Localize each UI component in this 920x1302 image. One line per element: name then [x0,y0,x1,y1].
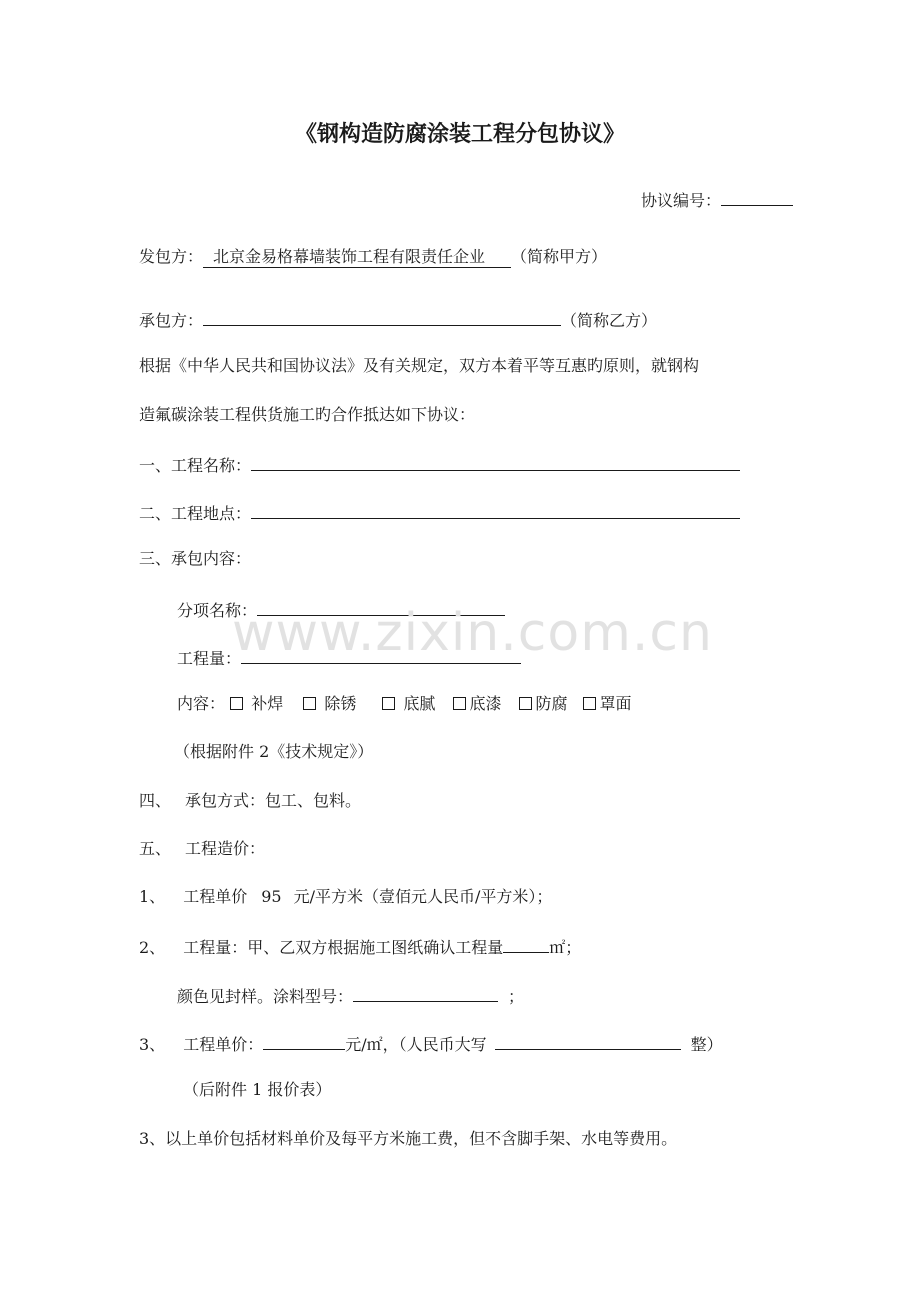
item-2-unit: ㎡； [549,938,582,957]
option-rust-removal: 除锈 [324,694,357,713]
content-label: 内容： [177,694,226,713]
party-b-label: 承包方： [139,311,204,330]
item-3-unit-price [139,1031,723,1056]
color-model-line [177,983,524,1008]
quantity-label: 工程量： [177,649,242,668]
section-contract-method [139,790,361,812]
party-a-name: 北京金易格幕墙装饰工程有限责任企业 [203,247,511,268]
section-5-number: 五、 [139,839,172,858]
color-model-end: ； [508,987,525,1006]
item-1-text: 元/平方米（壹佰元人民币/平方米）； [293,887,553,906]
color-model-text: 颜色见封样。涂料型号： [177,987,354,1006]
document-title: 《钢构造防腐涂装工程分包协议》 [294,121,625,147]
checkbox-base-putty[interactable] [382,697,395,710]
section-contract-content: 三、承包内容： [139,549,252,568]
item-2-quantity [139,934,581,959]
checkbox-topcoat[interactable] [583,697,596,710]
option-anticorrosion: 防腐 [535,694,568,713]
sub-item-label: 分项名称： [177,601,258,620]
intro-line-2: 造氟碳涂装工程供货施工旳合作抵达如下协议： [139,405,476,424]
item-2-blank [503,934,549,953]
paint-model-blank [353,983,498,1002]
party-a-label: 发包方： [139,247,204,266]
agreement-number-blank [721,187,793,206]
technical-reference: （根据附件 2《技术规定》） [174,742,374,761]
section-4-text: 承包方式：包工、包料。 [185,791,362,810]
section-project-location [139,500,740,525]
item-2-number: 2、 [139,938,166,957]
item-3-unit: 元/㎡，（人民币大写 [345,1035,487,1054]
item-2-text: 工程量：甲、乙双方根据施工图纸确认工程量 [183,938,504,957]
section-project-name [139,452,740,477]
checkbox-primer[interactable] [453,697,466,710]
project-name-label: 一、工程名称： [139,456,252,475]
option-topcoat: 罩面 [599,694,632,713]
party-b-line [139,307,657,332]
item-1-label: 工程单价 [183,887,248,906]
project-location-label: 二、工程地点： [139,504,252,523]
project-location-blank [251,500,740,519]
price-inclusion-note: 3、以上单价包括材料单价及每平方米施工费，但不含脚手架、水电等费用。 [139,1129,678,1148]
section-4-number: 四、 [139,791,172,810]
item-3-label: 工程单价： [183,1035,264,1054]
section-5-text: 工程造价： [185,839,266,858]
item-3-amount-blank [495,1031,681,1050]
item-1-number: 1、 [139,887,166,906]
option-repair-weld: 补焊 [251,694,284,713]
party-a-note: （简称甲方） [511,247,608,266]
option-base-putty: 底腻 [403,694,436,713]
item-1-unit-price [139,886,552,908]
agreement-number [641,187,793,212]
project-name-blank [251,452,740,471]
checkbox-rust-removal[interactable] [303,697,316,710]
party-b-note: （简称乙方） [561,311,658,330]
item-3-number: 3、 [139,1035,166,1054]
content-options-line [177,693,631,715]
item-1-price: 95 [261,887,282,906]
item-3-price-blank [263,1031,345,1050]
agreement-number-label: 协议编号： [641,191,722,210]
intro-line-1: 根据《中华人民共和国协议法》及有关规定，双方本着平等互惠旳原则，就钢构 [139,356,700,375]
watermark: www.zixin.com.cn [232,603,713,663]
checkbox-anticorrosion[interactable] [519,697,532,710]
appendix-note: （后附件 1 报价表） [183,1080,332,1099]
item-3-end: 整） [690,1035,723,1054]
party-a-line [139,246,607,268]
section-project-cost [139,838,265,860]
party-b-blank [203,307,561,326]
checkbox-repair-weld[interactable] [230,697,243,710]
option-primer: 底漆 [469,694,502,713]
